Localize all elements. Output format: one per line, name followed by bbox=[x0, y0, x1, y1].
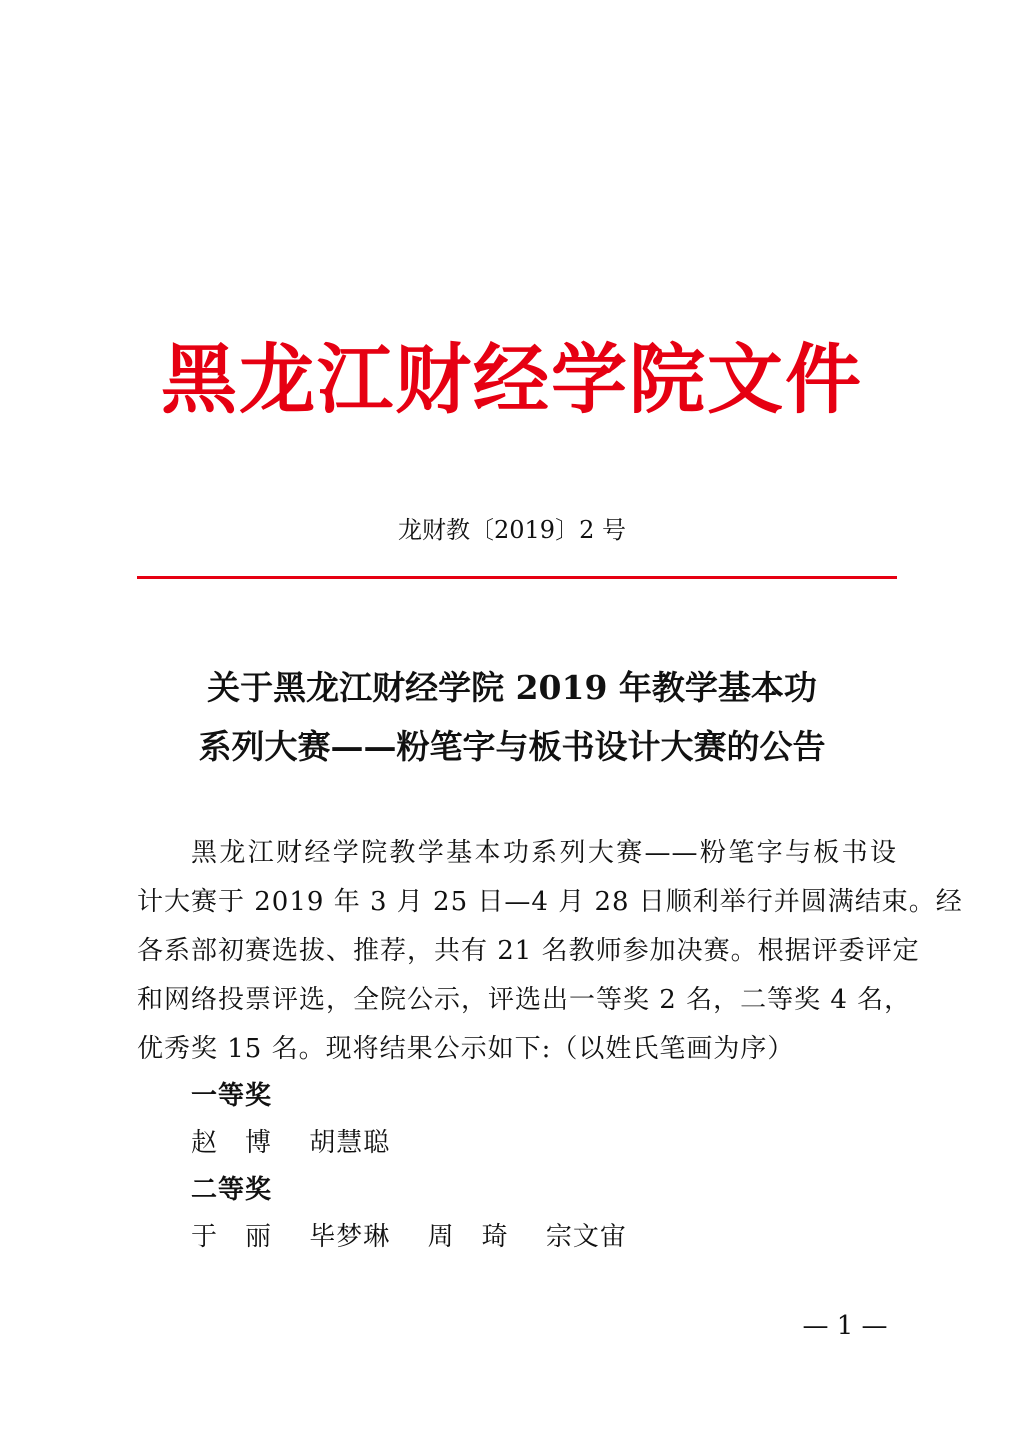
winner-name: 赵 博 bbox=[191, 1128, 273, 1158]
body-line-5: 优秀奖 15 名。现将结果公示如下:（以姓氏笔画为序） bbox=[137, 1034, 795, 1064]
second-prize-heading: 二等奖 bbox=[191, 1175, 273, 1205]
second-prize-names bbox=[191, 1217, 897, 1257]
winner-name: 宗文宙 bbox=[545, 1222, 627, 1252]
title-line-1: 关于黑龙江财经学院 2019 年教学基本功 bbox=[207, 668, 817, 707]
first-prize-heading: 一等奖 bbox=[191, 1081, 273, 1111]
winner-name: 毕梦琳 bbox=[309, 1222, 391, 1252]
title-line-2: 系列大赛——粉笔字与板书设计大赛的公告 bbox=[198, 727, 826, 766]
masthead: 黑龙江财经学院文件 bbox=[161, 335, 863, 424]
body-line-4: 和网络投票评选，全院公示，评选出一等奖 2 名，二等奖 4 名， bbox=[137, 985, 912, 1015]
first-prize-names bbox=[191, 1123, 897, 1163]
document-number: 龙财教〔2019〕2 号 bbox=[398, 516, 626, 544]
body-line-1: 黑龙江财经学院教学基本功系列大赛——粉笔字与板书设 bbox=[191, 838, 897, 868]
winner-name: 周 琦 bbox=[427, 1222, 509, 1252]
winner-name: 于 丽 bbox=[191, 1222, 273, 1252]
red-divider bbox=[137, 576, 897, 579]
page-number: — 1 — bbox=[802, 1311, 888, 1341]
body-line-3: 各系部初赛选拔、推荐，共有 21 名教师参加决赛。根据评委评定 bbox=[137, 936, 920, 966]
winner-name: 胡慧聪 bbox=[309, 1128, 391, 1158]
body-line-2: 计大赛于 2019 年 3 月 25 日—4 月 28 日顺利举行并圆满结束。经 bbox=[137, 887, 963, 917]
